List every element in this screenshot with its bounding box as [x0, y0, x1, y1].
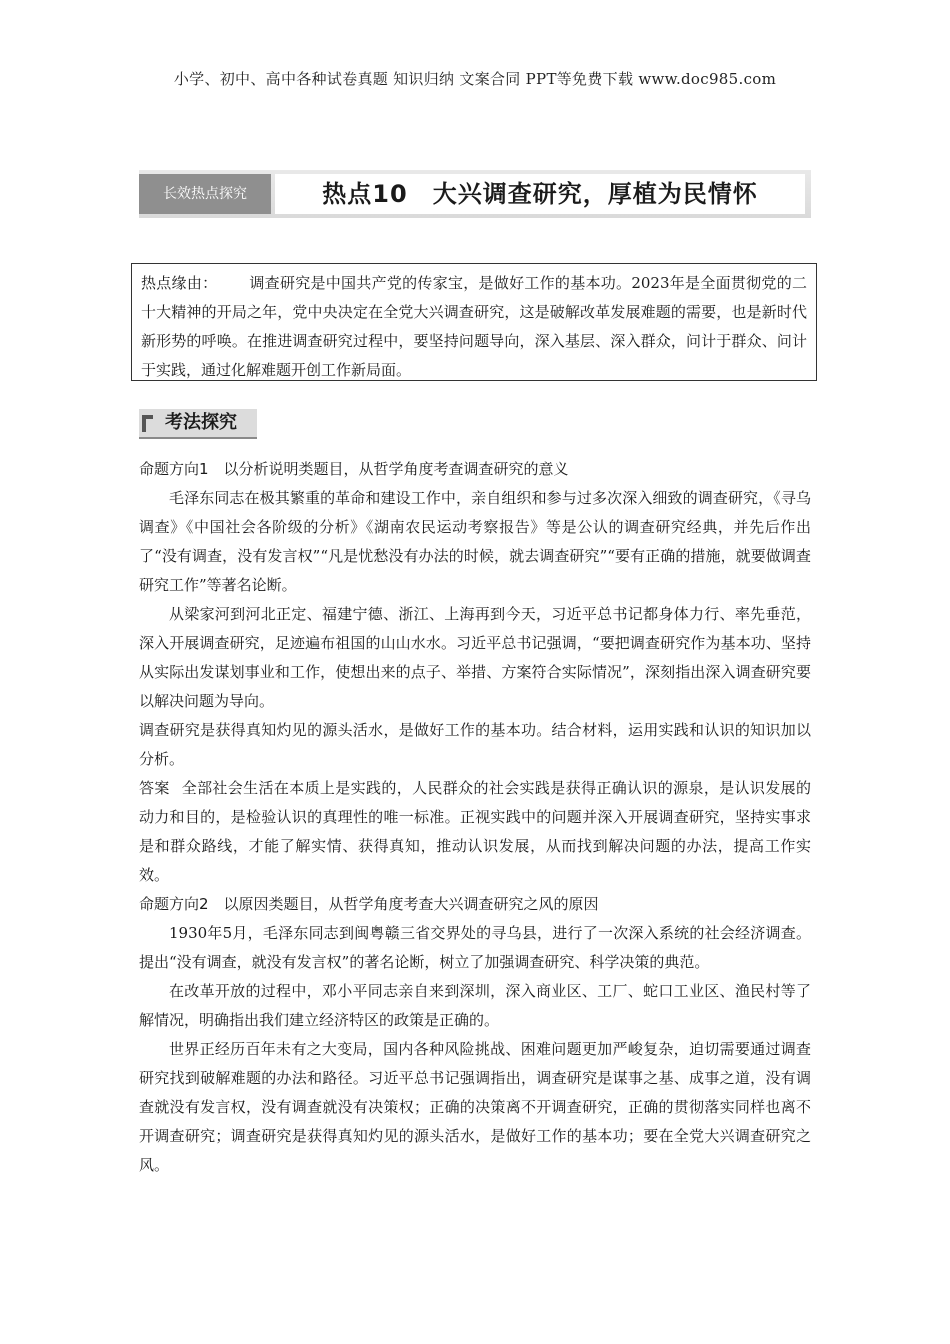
direction1-heading: 命题方向1 以分析说明类题目，从哲学角度考查调查研究的意义 — [139, 460, 569, 478]
direction1-answer — [139, 774, 811, 890]
main-content — [139, 455, 811, 1180]
direction1-para2: 从梁家河到河北正定、福建宁德、浙江、上海再到今天，习近平总书记都身体力行、率先垂范，深入开展调查研究，足迹遍布祖国的山山水水。习近平总书记强调，“要把调查研究作为基本功、坚持从实际出发谋划事业和工作，使想出来的点子、举措、方案符合实际情况”，深刻指出深入调查研究要以解决问题为导向。 — [139, 605, 811, 710]
section-bracket-icon — [142, 415, 153, 432]
answer-label: 答案 — [139, 779, 170, 797]
direction1-para1: 毛泽东同志在极其繁重的革命和建设工作中，亲自组织和参与过多次深入细致的调查研究，《寻乌调查》《中国社会各阶级的分析》《湖南农民运动考察报告》等是公认的调查研究经典，并先后作出了“没有调查，没有发言权”“凡是忧愁没有办法的时候，就去调查研究”“要有正确的措施，就要做调查研究工作”等著名论断。 — [139, 489, 811, 594]
answer-text: 全部社会生活在本质上是实践的，人民群众的社会实践是获得正确认识的源泉，是认识发展的动力和目的，是检验认识的真理性的唯一标准。正视实践中的问题并深入开展调查研究，坚持实事求是和群众路线，才能了解实情、获得真知，推动认识发展，从而找到解决问题的办法，提高工作实效。 — [139, 779, 811, 884]
direction1-question: 调查研究是获得真知灼见的源头活水，是做好工作的基本功。结合材料，运用实践和认识的知识加以分析。 — [139, 721, 811, 768]
hot-origin-text: 调查研究是中国共产党的传家宝，是做好工作的基本功。2023年是全面贯彻党的二十大精神的开局之年，党中央决定在全党大兴调查研究，这是破解改革发展难题的需要，也是新时代新形势的呼唤。在推进调查研究过程中，要坚持问题导向，深入基层、深入群众，问计于群众、问计于实践，通过化解难题开创工作新局面。 — [141, 274, 807, 379]
hot-origin-box — [131, 263, 817, 381]
direction2-para1: 1930年5月，毛泽东同志到闽粤赣三省交界处的寻乌县，进行了一次深入系统的社会经济调查。提出“没有调查，就没有发言权”的著名论断，树立了加强调查研究、科学决策的典范。 — [139, 924, 811, 971]
direction2-para2: 在改革开放的过程中，邓小平同志亲自来到深圳，深入商业区、工厂、蛇口工业区、渔民村等了解情况，明确指出我们建立经济特区的政策是正确的。 — [139, 982, 811, 1029]
hot-origin-label: 热点缘由： — [141, 274, 218, 292]
page-header: 小学、初中、高中各种试卷真题 知识归纳 文案合同 PPT等免费下载 www.doc985.com — [173, 70, 777, 88]
title-bar — [139, 170, 811, 218]
title-tag: 长效热点探究 — [139, 174, 271, 214]
direction2-para3: 世界正经历百年未有之大变局，国内各种风险挑战、困难问题更加严峻复杂，迫切需要通过调查研究找到破解难题的办法和路径。习近平总书记强调指出，调查研究是谋事之基、成事之道，没有调查就没有发言权，没有调查就没有决策权；正确的决策离不开调查研究，正确的贯彻落实同样也离不开调查研究；调查研究是获得真知灼见的源头活水，是做好工作的基本功；要在全党大兴调查研究之风。 — [139, 1040, 811, 1174]
section-title: 考法探究 — [165, 412, 237, 433]
direction2-heading: 命题方向2 以原因类题目，从哲学角度考查大兴调查研究之风的原因 — [139, 895, 599, 913]
page-title: 热点10 大兴调查研究，厚植为民情怀 — [275, 174, 805, 214]
section-heading — [139, 409, 257, 439]
